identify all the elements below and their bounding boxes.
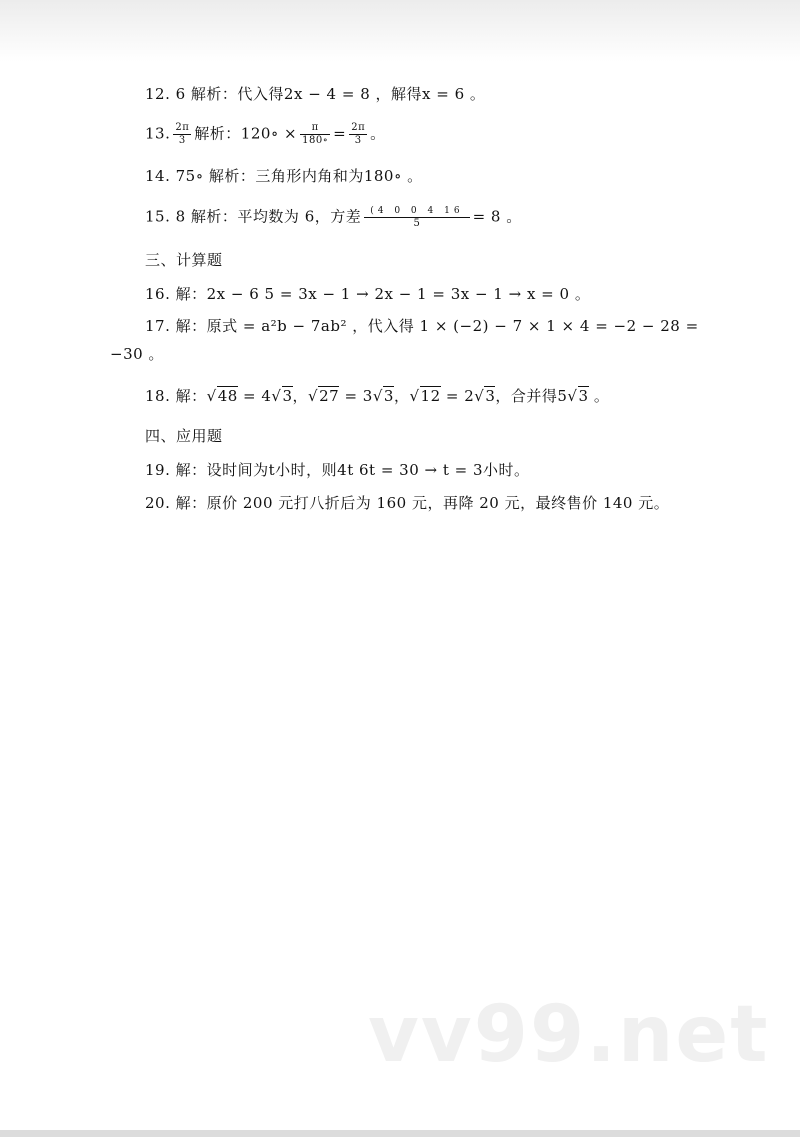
radicand: 27 (319, 387, 340, 405)
answer-18-part: = 3√ (339, 387, 383, 405)
watermark: vv99.net (368, 990, 770, 1080)
answer-15-end: = 8 。 (472, 207, 522, 226)
answer-13 (145, 122, 386, 147)
section-heading-application: 四、应用题 (145, 427, 223, 445)
answer-14: 14. 75∘ 解析：三角形内角和为180∘ 。 (145, 167, 423, 185)
answer-18-part: ，√ (292, 387, 319, 405)
answer-18-part: ，√ (393, 387, 420, 405)
answer-18-part: = 2√ (440, 387, 485, 405)
radicand: 3 (485, 387, 496, 405)
answer-18-part: ，合并得5√ (495, 387, 578, 405)
fraction-pi-over-180: $\frac{\pi}{180\circ}$ (302, 122, 329, 146)
top-shade (0, 0, 800, 62)
radicand: 3 (282, 387, 293, 405)
radicand: 3 (578, 387, 589, 405)
variance-fraction: $\frac{(4 0 0 4 16}{5}$ (364, 205, 469, 230)
answer-18-prefix: 18. 解：√ (145, 387, 217, 405)
answer-17-line2: −30 。 (110, 345, 164, 363)
answer-13-equals: = (333, 124, 347, 143)
answer-18-end: 。 (588, 387, 610, 405)
section-heading-calculation: 三、计算题 (145, 251, 223, 269)
answer-13-number: 13. (145, 124, 171, 143)
answer-20: 20. 解：原价 200 元打八折后为 160 元，再降 20 元，最终售价 140 元。 (145, 494, 670, 512)
fraction-2pi-over-3: $\frac{2\pi}{3}$ (175, 122, 190, 146)
answer-12: 12. 6 解析：代入得2x − 4 = 8 ，解得x = 6 。 (145, 85, 486, 103)
radicand: 3 (383, 387, 394, 405)
radicand: 12 (420, 387, 441, 405)
answer-18 (145, 386, 609, 406)
answer-13-end: 。 (370, 124, 386, 143)
radicand: 48 (217, 387, 238, 405)
answer-15-text: 15. 8 解析：平均数为 6，方差 (145, 207, 362, 226)
answer-18-part: = 4√ (237, 387, 282, 405)
page-bottom-edge (0, 1130, 800, 1137)
answer-17-line1: 17. 解：原式 = a²b − 7ab² ，代入得 1 × (−2) − 7 × 1 × 4 = −2 − 28 = (145, 317, 699, 335)
answer-19: 19. 解：设时间为t小时，则4t 6t = 30 → t = 3小时。 (145, 461, 530, 479)
answer-15 (145, 205, 522, 230)
answer-16: 16. 解：2x − 6 5 = 3x − 1 → 2x − 1 = 3x − 1 → x = 0 。 (145, 285, 591, 303)
fraction-result: $\frac{2\pi}{3}$ (351, 122, 366, 146)
answer-13-text: 解析：120∘ × (194, 124, 298, 143)
